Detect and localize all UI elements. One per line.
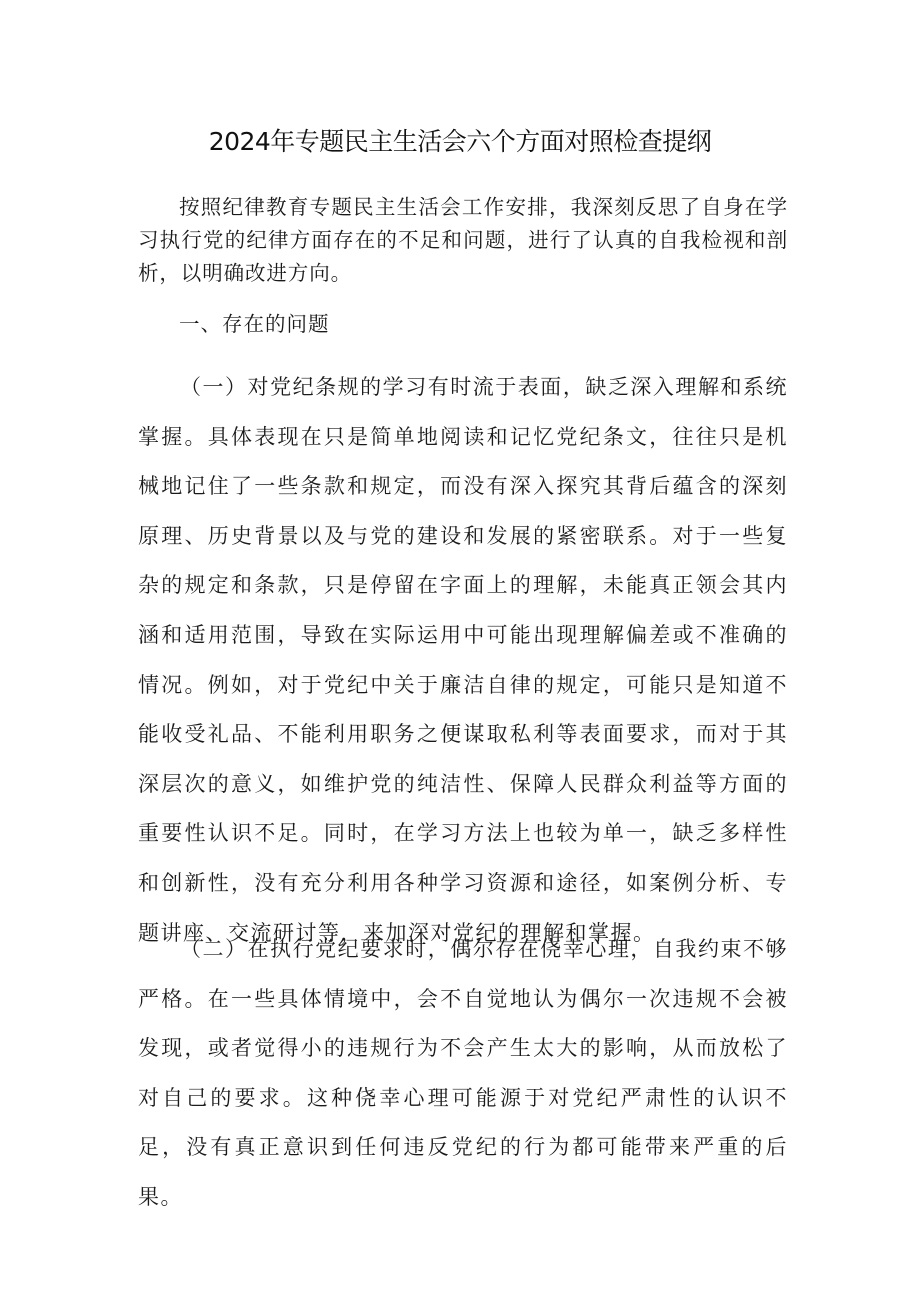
section-heading: 一、存在的问题 (179, 312, 330, 336)
intro-paragraph: 按照纪律教育专题民主生活会工作安排，我深刻反思了自身在学习执行党的纪律方面存在的不足和问题，进行了认真的自我检视和剖析，以明确改进方向。 (138, 195, 788, 285)
body-paragraph-1: （一）对党纪条规的学习有时流于表面，缺乏深入理解和系统掌握。具体表现在只是简单地阅读和记忆党纪条文，往往只是机械地记住了一些条款和规定，而没有深入探究其背后蕴含的深刻原理、历史背景以及与党的建设和发展的紧密联系。对于一些复杂的规定和条款，只是停留在字面上的理解，未能真正领会其内涵和适用范围，导致在实际运用中可能出现理解偏差或不准确的情况。例如，对于党纪中关于廉洁自律的规定，可能只是知道不能收受礼品、不能利用职务之便谋取私利等表面要求，而对于其深层次的意义，如维护党的纯洁性、保障人民群众利益等方面的重要性认识不足。同时，在学习方法上也较为单一，缺乏多样性和创新性，没有充分利用各种学习资源和途径，如案例分析、专题讲座、交流研讨等，来加深对党纪的理解和掌握。 (138, 375, 788, 945)
body-paragraph-2: （二）在执行党纪要求时，偶尔存在侥幸心理，自我约束不够严格。在一些具体情境中，会不自觉地认为偶尔一次违规不会被发现，或者觉得小的违规行为不会产生太大的影响，从而放松了对自己的要求。这种侥幸心理可能源于对党纪严肃性的认识不足，没有真正意识到任何违反党纪的行为都可能带来严重的后果。 (138, 937, 788, 1209)
document-title: 2024年专题民主生活会六个方面对照检查提纲 (208, 127, 712, 156)
